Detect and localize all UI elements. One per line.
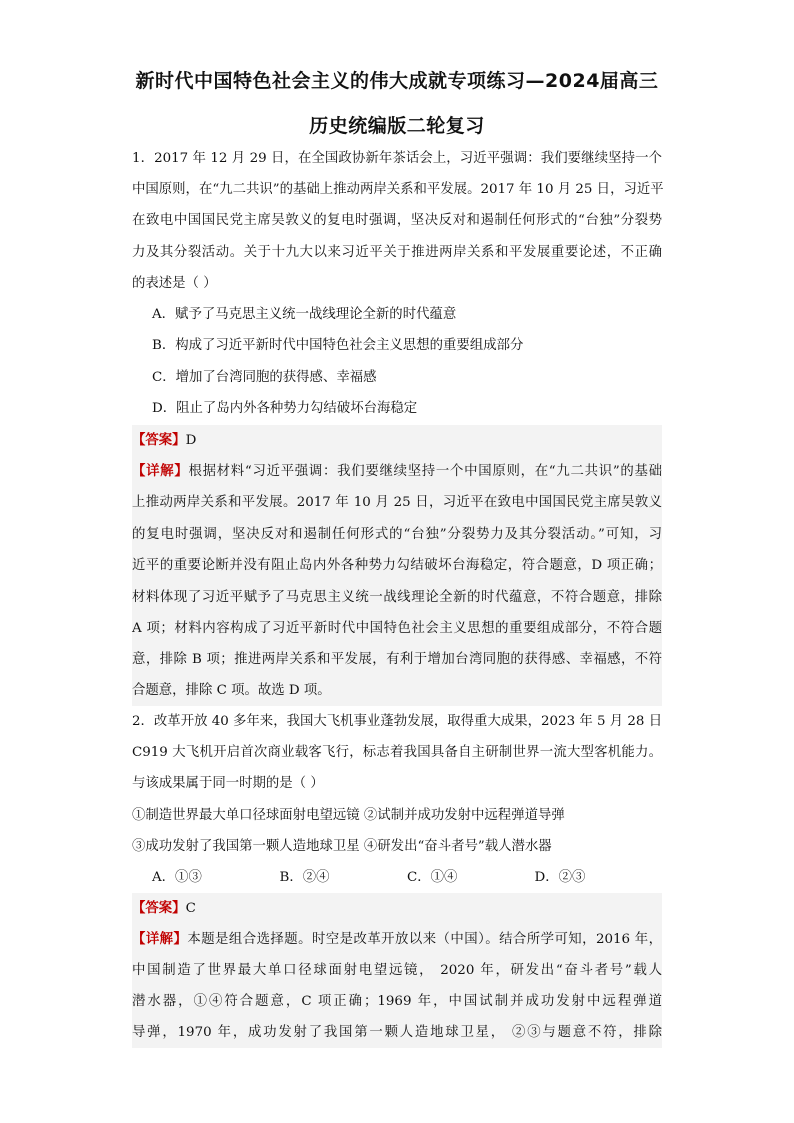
q1-option-d: D．阻止了岛内外各种势力勾结破坏台海稳定	[152, 401, 418, 416]
q2-option-d: D．②③	[534, 870, 586, 885]
q2-option-b: B．②④	[279, 870, 330, 885]
q1-answer-tag: 【答案】	[132, 432, 186, 448]
q1-option-b: B．构成了习近平新时代中国特色社会主义思想的重要组成部分	[152, 338, 524, 353]
q1-stem-line: 中国原则，在“九二共识”的基础上推动两岸关系和平发展。2017 年 10 月 25 日，习近平	[132, 182, 664, 197]
q1-detail-line: 近平的重要论断并没有阻止岛内外各种势力勾结破坏台海稳定，符合题意，D 项正确；	[132, 558, 662, 573]
q2-answer	[132, 893, 662, 924]
q2-items-line-2: ③成功发射了我国第一颗人造地球卫星 ④研发出“奋斗者号”载人潜水器	[132, 839, 552, 854]
q1-detail-line: 上推动两岸关系和平发展。2017 年 10 月 25 日，习近平在致电中国国民党主席吴敦义	[132, 495, 662, 510]
q1-detail-text: 根据材料“习近平强调：我们要继续坚持一个中国原则，在“九二共识”的基础	[188, 464, 662, 479]
q2-option-c: C．①④	[407, 870, 458, 885]
q2-option-a: A．①③	[152, 870, 202, 885]
q2-options	[132, 862, 662, 893]
q2-items-line-1: ①制造世界最大单口径球面射电望远镜 ②试制并成功发射中远程弹道导弹	[132, 808, 565, 823]
q2-stem-line: 与该成果属于同一时期的是（ ）	[132, 776, 324, 791]
q1-detail-line: 的复电时强调，坚决反对和遏制任何形式的“台独”分裂势力及其分裂活动。”可知，习	[132, 527, 662, 542]
q2-detail-line: 潜水器，①④符合题意，C 项正确；1969 年，中国试制并成功发射中远程弹道	[132, 994, 662, 1009]
question-content	[132, 0, 662, 1123]
document-title-line-2: 历史统编版二轮复习	[309, 115, 485, 137]
q1-detail-line: 合题意，排除 C 项。故选 D 项。	[132, 683, 331, 698]
q1-answer	[132, 425, 662, 456]
q2-detail-line: 中国制造了世界最大单口径球面射电望远镜， 2020 年，研发出“奋斗者号”载人	[132, 963, 662, 978]
q2-detail-tag: 【详解】	[132, 931, 188, 947]
q1-stem-line: 1．2017 年 12 月 29 日，在全国政协新年茶话会上，习近平强调：我们要继续坚持一个	[132, 151, 662, 166]
q1-detail-line: 材料体现了习近平赋予了马克思主义统一战线理论全新的时代蕴意，不符合题意，排除	[132, 590, 662, 605]
q2-detail-line	[132, 924, 662, 955]
q1-detail-tag: 【详解】	[132, 463, 189, 479]
q1-stem-line: 力及其分裂活动。关于十九大以来习近平关于推进两岸关系和平发展重要论述，不正确	[132, 245, 662, 260]
document-title-line-1: 新时代中国特色社会主义的伟大成就专项练习—2024届高三	[135, 70, 659, 92]
q2-stem-line: C919 大飞机开启首次商业载客飞行，标志着我国具备自主研制世界一流大型客机能力。	[132, 745, 662, 760]
q1-answer-value: D	[185, 433, 197, 448]
q2-stem-line: 2．改革开放 40 多年来，我国大飞机事业蓬勃发展，取得重大成果，2023 年 5 月 28 日	[132, 714, 663, 729]
q2-detail-text: 本题是组合选择题。时空是改革开放以来（中国）。结合所学可知，2016 年，	[187, 932, 662, 947]
q2-answer-tag: 【答案】	[132, 900, 186, 916]
q1-detail-line	[132, 456, 662, 487]
q1-detail-line: A 项；材料内容构成了习近平新时代中国特色社会主义思想的重要组成部分，不符合题	[132, 621, 662, 636]
q1-stem-line: 在致电中国国民党主席吴敦义的复电时强调，坚决反对和遏制任何形式的“台独”分裂势	[132, 213, 662, 228]
q1-option-c: C．增加了台湾同胞的获得感、幸福感	[152, 370, 377, 385]
q2-detail-line: 导弹，1970 年，成功发射了我国第一颗人造地球卫星， ②③与题意不符，排除	[132, 1025, 662, 1040]
q2-answer-value: C	[185, 901, 196, 916]
q1-option-a: A．赋予了马克思主义统一战线理论全新的时代蕴意	[152, 307, 457, 322]
q1-detail-line: 意，排除 B 项；推进两岸关系和平发展，有利于增加台湾同胞的获得感、幸福感，不符	[132, 652, 662, 667]
q1-stem-line: 的表述是（ ）	[132, 276, 217, 291]
